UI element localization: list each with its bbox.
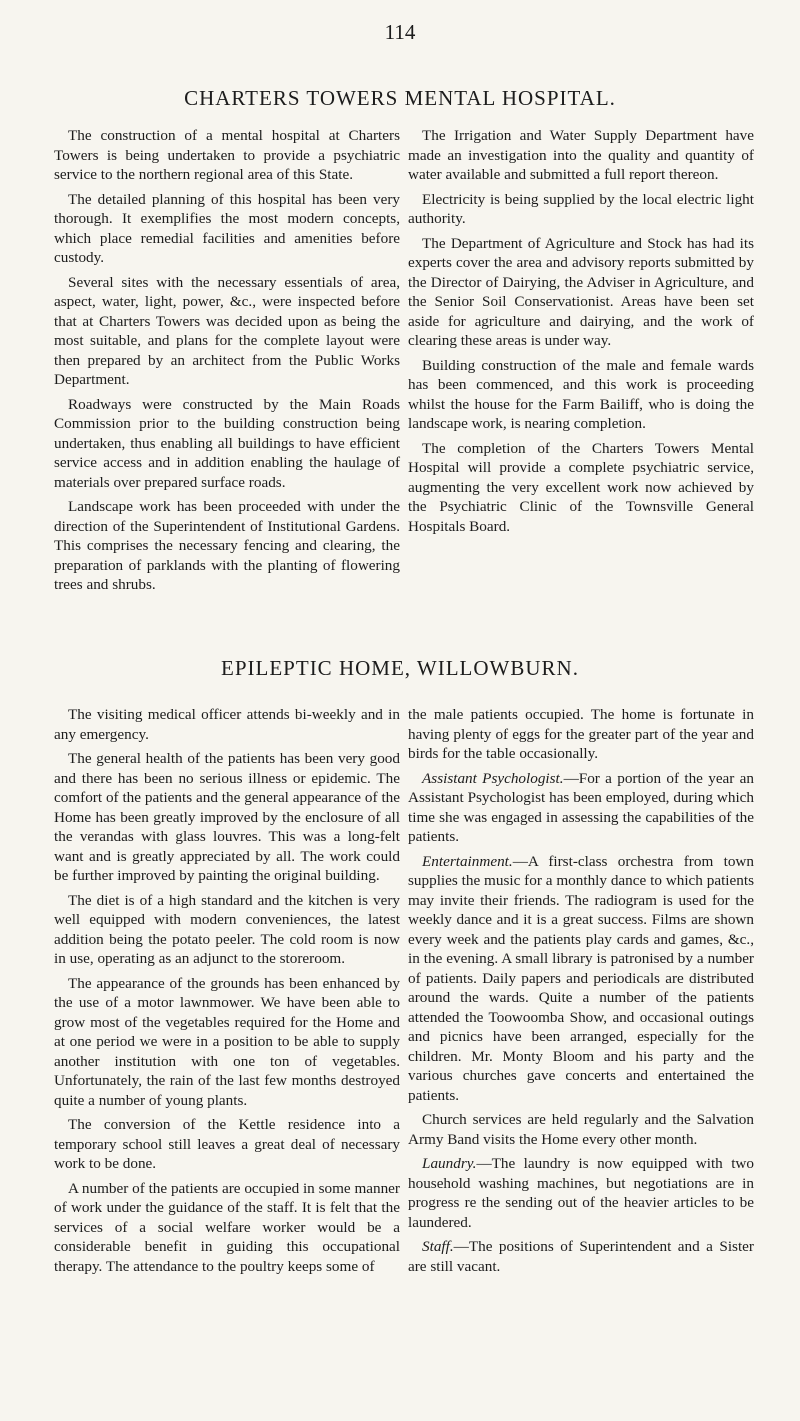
paragraph-laundry — [408, 1154, 754, 1232]
paragraph-text: —The laundry is now equipped with two household washing machines, but negotiations are in progress re the sending out of the heavier articles to be laundered. — [408, 1155, 754, 1231]
paragraph: Landscape work has been proceeded with under the direction of the Superintendent of Institutional Gardens. This comprises the necessary fencing and clearing, the preparation of parklands with the planting of flowering trees and shrubs. — [54, 498, 400, 593]
paragraph: The completion of the Charters Towers Mental Hospital will provide a complete psychiatric service, augmenting the very excellent work now achieved by the Psychiatric Clinic of the Townsville General Hospitals Board. — [408, 439, 754, 535]
paragraph-text: —The positions of Superintendent and a Sister are still vacant. — [408, 1238, 754, 1275]
paragraph-text: Church services are held regularly and the Salvation Army Band visits the Home every other month. — [408, 1111, 754, 1148]
paragraph-entertainment — [408, 852, 754, 1106]
paragraph: The diet is of a high standard and the kitchen is very well equipped with modern conveniences, the latest addition being the potato peeler. The cold room is now in use, operating as an adjunct to the storeroom. — [54, 891, 400, 967]
section1-right-column — [408, 126, 754, 541]
paragraph: The Department of Agriculture and Stock has had its experts cover the area and advisory reports submitted by the Director of Dairying, the Adviser in Agriculture, and the Senior Soil Conservationist. Areas have been set aside for agriculture and dairying, and the work of clearing these areas is under way. — [408, 234, 754, 349]
paragraph-church-services — [408, 1110, 754, 1149]
paragraph: The visiting medical officer attends bi-weekly and in any emergency. — [54, 706, 400, 743]
paragraph-lead: Laundry. — [422, 1155, 477, 1172]
paragraph: Electricity is being supplied by the local electric light authority. — [408, 190, 754, 227]
paragraph-text: —For a portion of the year an Assistant Psychologist has been employed, during which time she was engaged in assessing the capabilities of the patients. — [408, 769, 754, 845]
paragraph-continued: the male patients occupied. The home is fortunate in having plenty of eggs for the greater part of the year and birds for the table occasionally. — [408, 706, 754, 762]
paragraph-lead: Assistant Psychologist. — [422, 769, 564, 787]
section2-right-column — [408, 705, 754, 1281]
paragraph: The general health of the patients has been very good and there has been no serious illness or epidemic. The comfort of the patients and the general appearance of the Home has been greatly improved by the enclosure of all the verandas with glass louvres. This was a long-felt want and is greatly appreciated by all. The work could be further improved by painting the original building. — [54, 750, 400, 884]
page-number: 114 — [384, 20, 416, 44]
paragraph-lead: Staff. — [422, 1238, 454, 1255]
paragraph: Roadways were constructed by the Main Roads Commission prior to the building construction being undertaken, thus enabling all buildings to have efficient service access and in addition enabling the haulage of materials over prepared surface roads. — [54, 395, 400, 491]
paragraph: The construction of a mental hospital at Charters Towers is being undertaken to provide a psychiatric service to the northern regional area of this State. — [54, 127, 400, 183]
section1-left-column — [54, 126, 400, 600]
section-title-epileptic-home: EPILEPTIC HOME, WILLOWBURN. — [221, 656, 579, 680]
paragraph-lead: Entertainment. — [422, 852, 513, 870]
section2-left-column — [54, 705, 400, 1281]
paragraph-assistant-psychologist — [408, 769, 754, 847]
paragraph: The Irrigation and Water Supply Department have made an investigation into the quality and quantity of water available and submitted a full report thereon. — [408, 127, 754, 183]
paragraph-staff — [408, 1237, 754, 1276]
paragraph: Building construction of the male and female wards has been commenced, and this work is proceeding whilst the house for the Farm Bailiff, who is doing the landscape work, is nearing completion. — [408, 356, 754, 432]
paragraph: The appearance of the grounds has been enhanced by the use of a motor lawnmower. We have been able to grow most of the vegetables required for the Home and at one period we were in a position to be able to supply another institution with one ton of vegetables. Unfortunately, the rain of the last few months destroyed quite a number of young plants. — [54, 974, 400, 1109]
paragraph: A number of the patients are occupied in some manner of work under the guidance of the staff. It is felt that the services of a social welfare worker would be a considerable benefit in guiding this occupational therapy. The attendance to the poultry keeps some of — [54, 1179, 400, 1275]
section-title-charters-towers: CHARTERS TOWERS MENTAL HOSPITAL. — [184, 86, 616, 110]
paragraph: The detailed planning of this hospital has been very thorough. It exemplifies the most modern concepts, which place remedial facilities and amenities before custody. — [54, 190, 400, 266]
paragraph-text: —A first-class orchestra from town supplies the music for a monthly dance to which patients may invite their friends. The radiogram is used for the weekly dance and it is a great success. Films are shown every week and the patients play cards and games, &c., in the evening. A small library is patronised by a number of patients. Daily papers and periodicals are distributed around the wards. Quite a number of the patients attended the Toowoomba Show, and occasional outings and picnics have been arranged, especially for the children. Mr. Monty Bloom and his party and the various churches gave concerts and entertained the patients. — [408, 852, 754, 1104]
paragraph: Several sites with the necessary essentials of area, aspect, water, light, power, &c., were inspected before that at Charters Towers was decided upon as being the most suitable, and plans for the complete layout were then prepared by an architect from the Public Works Department. — [54, 273, 400, 388]
paragraph: The conversion of the Kettle residence into a temporary school still leaves a great deal of necessary work to be done. — [54, 1116, 400, 1172]
